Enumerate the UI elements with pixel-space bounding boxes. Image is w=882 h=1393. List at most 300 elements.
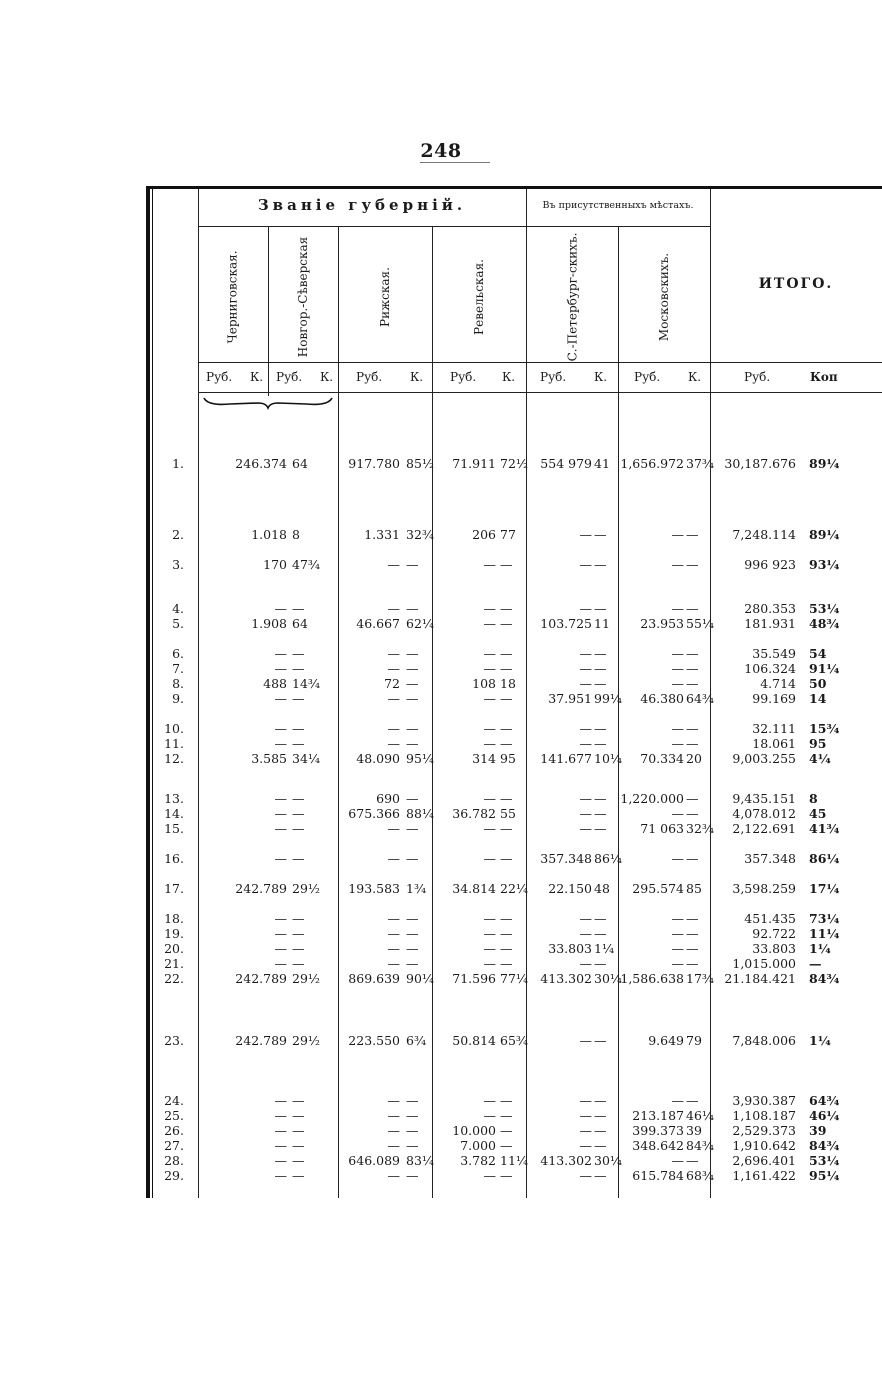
cell-rub-d: 37.951 xyxy=(548,691,592,706)
col-title-novgorod-seversk: Новгор.-Сѣверская xyxy=(296,236,311,358)
unit-kop-d: К. xyxy=(594,370,608,384)
row-number: 6. xyxy=(172,646,184,661)
cell-rub-d: — xyxy=(579,791,592,806)
table-row xyxy=(0,1169,882,1183)
cell-kop-t: 93¼ xyxy=(809,557,840,572)
cell-kop-d: — xyxy=(594,1168,607,1183)
cell-kop-b: — xyxy=(406,941,419,956)
table-row xyxy=(0,737,882,751)
unit-rub-c: Руб. xyxy=(450,370,477,384)
page-number-rule xyxy=(420,162,490,163)
cell-kop-a: 14¾ xyxy=(292,676,321,691)
unit-rub-d: Руб. xyxy=(540,370,567,384)
cell-kop-a: — xyxy=(292,1168,305,1183)
cell-kop-b: — xyxy=(406,661,419,676)
col-rule-3 xyxy=(432,226,433,1198)
cell-kop-e: — xyxy=(686,601,699,616)
unit-rub-b: Руб. xyxy=(356,370,383,384)
row-number: 21. xyxy=(164,956,184,971)
row-number: 7. xyxy=(172,661,184,676)
cell-kop-a: — xyxy=(292,821,305,836)
cell-rub-b: — xyxy=(387,557,400,572)
cell-rub-c: — xyxy=(483,721,496,736)
cell-rub-e: — xyxy=(671,941,684,956)
cell-kop-a: 64 xyxy=(292,456,308,471)
cell-kop-c: — xyxy=(500,736,513,751)
cell-kop-d: — xyxy=(594,1138,607,1153)
cell-kop-t: 64¾ xyxy=(809,1093,840,1108)
cell-rub-c: 108 xyxy=(472,676,496,691)
cell-rub-c: 10.000 xyxy=(452,1123,496,1138)
cell-rub-t: 2,122.691 xyxy=(732,821,796,836)
cell-kop-a: 64 xyxy=(292,616,308,631)
col-title-chernigov: Черниговская. xyxy=(226,250,240,344)
cell-rub-e: — xyxy=(671,601,684,616)
cell-rub-b: — xyxy=(387,1123,400,1138)
cell-kop-b: — xyxy=(406,1138,419,1153)
cell-rub-a: — xyxy=(274,1138,287,1153)
cell-rub-b: 917.780 xyxy=(348,456,400,471)
cell-rub-c: — xyxy=(483,601,496,616)
cell-kop-a: 47¾ xyxy=(292,557,321,572)
cell-rub-c: — xyxy=(483,557,496,572)
cell-rub-d: — xyxy=(579,646,592,661)
cell-kop-t: 48¾ xyxy=(809,616,840,631)
cell-rub-t: 92.722 xyxy=(752,926,796,941)
cell-rub-t: 9,003.255 xyxy=(732,751,796,766)
cell-kop-b: — xyxy=(406,926,419,941)
cell-rub-d: — xyxy=(579,956,592,971)
cell-kop-e: — xyxy=(686,676,699,691)
cell-kop-a: — xyxy=(292,721,305,736)
row-number: 1. xyxy=(172,456,184,471)
cell-kop-d: 30¼ xyxy=(594,1153,623,1168)
unit-kop-total: Коп xyxy=(810,370,838,384)
cell-rub-d: 413.302 xyxy=(540,971,592,986)
cell-kop-c: — xyxy=(500,851,513,866)
cell-rub-e: 71 063 xyxy=(640,821,684,836)
cell-kop-a: 34¼ xyxy=(292,751,321,766)
cell-rub-b: 223.550 xyxy=(348,1033,400,1048)
cell-rub-e: — xyxy=(671,646,684,661)
cell-kop-b: 95¼ xyxy=(406,751,435,766)
cell-rub-c: — xyxy=(483,821,496,836)
cell-kop-e: 85 xyxy=(686,881,702,896)
cell-rub-c: — xyxy=(483,851,496,866)
cell-kop-c: — xyxy=(500,1093,513,1108)
cell-kop-e: — xyxy=(686,941,699,956)
cell-kop-d: — xyxy=(594,736,607,751)
cell-kop-c: — xyxy=(500,691,513,706)
cell-rub-t: 996 923 xyxy=(744,557,796,572)
cell-kop-b: 6¾ xyxy=(406,1033,427,1048)
cell-kop-c: — xyxy=(500,821,513,836)
cell-rub-t: 3,930.387 xyxy=(732,1093,796,1108)
cell-kop-c: — xyxy=(500,926,513,941)
cell-rub-a: — xyxy=(274,1093,287,1108)
cell-kop-t: 17¼ xyxy=(809,881,840,896)
cell-rub-t: 35.549 xyxy=(752,646,796,661)
cell-rub-c: 34.814 xyxy=(452,881,496,896)
cell-kop-a: — xyxy=(292,1138,305,1153)
cell-rub-b: 193.583 xyxy=(348,881,400,896)
cell-kop-t: 15¾ xyxy=(809,721,840,736)
cell-kop-c: — xyxy=(500,616,513,631)
cell-kop-e: 37¾ xyxy=(686,456,715,471)
col-rule-5 xyxy=(618,226,619,1198)
table-row xyxy=(0,1124,882,1138)
table-row xyxy=(0,647,882,661)
cell-kop-a: — xyxy=(292,601,305,616)
cell-rub-c: — xyxy=(483,956,496,971)
cell-rub-a: 242.789 xyxy=(235,1033,287,1048)
cell-kop-b: — xyxy=(406,1108,419,1123)
unit-kop-b: К. xyxy=(410,370,424,384)
cell-rub-t: 1,108.187 xyxy=(732,1108,796,1123)
cell-rub-d: 413.302 xyxy=(540,1153,592,1168)
cell-rub-t: 9,435.151 xyxy=(732,791,796,806)
cell-kop-b: — xyxy=(406,1093,419,1108)
cell-rub-e: 46.380 xyxy=(640,691,684,706)
cell-rub-t: 280.353 xyxy=(744,601,796,616)
cell-rub-d: — xyxy=(579,721,592,736)
cell-rub-t: 30,187.676 xyxy=(724,456,796,471)
cell-kop-e: — xyxy=(686,661,699,676)
cell-rub-c: — xyxy=(483,616,496,631)
cell-kop-e: — xyxy=(686,926,699,941)
cell-rub-a: — xyxy=(274,806,287,821)
cell-rub-b: 869.639 xyxy=(348,971,400,986)
unit-rub-total: Руб. xyxy=(744,370,771,384)
cell-rub-t: 3,598.259 xyxy=(732,881,796,896)
row-number: 29. xyxy=(164,1168,184,1183)
cell-rub-a: — xyxy=(274,721,287,736)
cell-kop-e: — xyxy=(686,911,699,926)
cell-rub-e: 295.574 xyxy=(632,881,684,896)
cell-rub-a: 242.789 xyxy=(235,881,287,896)
cell-rub-b: — xyxy=(387,1138,400,1153)
cell-rub-a: — xyxy=(274,1153,287,1168)
cell-kop-c: — xyxy=(500,956,513,971)
cell-kop-c: 18 xyxy=(500,676,516,691)
cell-kop-d: — xyxy=(594,926,607,941)
cell-rub-a: 1.018 xyxy=(251,527,287,542)
cell-rub-a: — xyxy=(274,646,287,661)
cell-kop-b: 83¼ xyxy=(406,1153,435,1168)
row-number: 12. xyxy=(164,751,184,766)
cell-kop-a: — xyxy=(292,1123,305,1138)
cell-rub-b: 46.667 xyxy=(356,616,400,631)
header-rule-1 xyxy=(198,226,710,227)
cell-kop-b: — xyxy=(406,911,419,926)
col-rule-2 xyxy=(338,226,339,1198)
cell-kop-c: 72½ xyxy=(500,456,529,471)
cell-rub-t: 32.111 xyxy=(752,721,796,736)
cell-kop-c: — xyxy=(500,646,513,661)
cell-kop-b: 88¼ xyxy=(406,806,435,821)
cell-rub-b: — xyxy=(387,646,400,661)
cell-rub-t: 4.714 xyxy=(760,676,796,691)
cell-rub-a: — xyxy=(274,956,287,971)
cell-kop-b: — xyxy=(406,601,419,616)
cell-rub-a: 1.908 xyxy=(251,616,287,631)
cell-rub-b: 72 xyxy=(384,676,400,691)
cell-rub-d: — xyxy=(579,1123,592,1138)
row-number: 16. xyxy=(164,851,184,866)
cell-kop-t: 91¼ xyxy=(809,661,840,676)
cell-kop-c: 77¼ xyxy=(500,971,529,986)
header-rule-3 xyxy=(198,392,882,393)
cell-rub-e: — xyxy=(671,527,684,542)
cell-rub-c: 36.782 xyxy=(452,806,496,821)
cell-kop-d: — xyxy=(594,676,607,691)
cell-kop-t: 95 xyxy=(809,736,827,751)
cell-kop-d: — xyxy=(594,911,607,926)
cell-kop-a: — xyxy=(292,1093,305,1108)
row-number: 18. xyxy=(164,911,184,926)
table-row xyxy=(0,1154,882,1168)
cell-rub-t: 1,910.642 xyxy=(732,1138,796,1153)
cell-kop-d: — xyxy=(594,956,607,971)
cell-kop-e: — xyxy=(686,791,699,806)
cell-kop-d: — xyxy=(594,527,607,542)
cell-kop-t: 53¼ xyxy=(809,601,840,616)
cell-rub-e: — xyxy=(671,1093,684,1108)
unit-rub-a2: Руб. xyxy=(276,370,303,384)
cell-kop-d: — xyxy=(594,646,607,661)
row-number: 20. xyxy=(164,941,184,956)
row-number: 13. xyxy=(164,791,184,806)
unit-kop-a2: К. xyxy=(320,370,334,384)
cell-kop-e: 46¼ xyxy=(686,1108,715,1123)
cell-rub-t: 7,248.114 xyxy=(732,527,796,542)
cell-kop-b: 32¾ xyxy=(406,527,435,542)
cell-rub-d: — xyxy=(579,527,592,542)
cell-rub-c: — xyxy=(483,1168,496,1183)
cell-rub-a: 3.585 xyxy=(251,751,287,766)
col-title-moscow: Московскихъ. xyxy=(657,252,671,342)
cell-rub-d: — xyxy=(579,1033,592,1048)
cell-rub-t: 21.184.421 xyxy=(724,971,796,986)
cell-kop-c: — xyxy=(500,1168,513,1183)
cell-kop-a: — xyxy=(292,691,305,706)
cell-rub-a: — xyxy=(274,1123,287,1138)
cell-kop-e: — xyxy=(686,721,699,736)
cell-rub-b: — xyxy=(387,851,400,866)
cell-kop-t: 4¼ xyxy=(809,751,831,766)
cell-kop-c: 65¾ xyxy=(500,1033,529,1048)
cell-rub-e: 348.642 xyxy=(632,1138,684,1153)
cell-kop-t: 73¼ xyxy=(809,911,840,926)
cell-kop-e: 32¾ xyxy=(686,821,715,836)
unit-rub-a: Руб. xyxy=(206,370,233,384)
cell-rub-e: 70.334 xyxy=(640,751,684,766)
cell-kop-d: 11 xyxy=(594,616,610,631)
cell-kop-c: — xyxy=(500,791,513,806)
cell-rub-a: — xyxy=(274,1108,287,1123)
cell-rub-b: — xyxy=(387,1168,400,1183)
cell-kop-b: — xyxy=(406,676,419,691)
cell-kop-e: — xyxy=(686,1093,699,1108)
cell-kop-c: 11¼ xyxy=(500,1153,529,1168)
cell-rub-e: — xyxy=(671,851,684,866)
cell-rub-e: — xyxy=(671,1153,684,1168)
cell-kop-t: 1¼ xyxy=(809,941,831,956)
table-row xyxy=(0,942,882,956)
cell-rub-a: — xyxy=(274,601,287,616)
cell-kop-t: 39 xyxy=(809,1123,827,1138)
page-number: 248 xyxy=(420,140,462,162)
cell-kop-c: — xyxy=(500,911,513,926)
cell-rub-c: — xyxy=(483,911,496,926)
col-title-riga: Рижская. xyxy=(378,267,392,327)
cell-rub-e: — xyxy=(671,911,684,926)
cell-kop-t: 11¼ xyxy=(809,926,840,941)
cell-kop-e: — xyxy=(686,646,699,661)
cell-kop-e: — xyxy=(686,956,699,971)
table-top-border xyxy=(146,186,882,189)
cell-kop-b: — xyxy=(406,736,419,751)
total-title: ИТОГО. xyxy=(758,276,834,292)
table-row xyxy=(0,617,882,631)
cell-rub-b: 48.090 xyxy=(356,751,400,766)
cell-rub-d: — xyxy=(579,821,592,836)
cell-kop-a: — xyxy=(292,911,305,926)
cell-rub-e: — xyxy=(671,956,684,971)
cell-kop-e: 64¾ xyxy=(686,691,715,706)
cell-kop-d: 30¼ xyxy=(594,971,623,986)
cell-kop-t: 54 xyxy=(809,646,827,661)
cell-kop-t: 53¼ xyxy=(809,1153,840,1168)
unit-kop-c: К. xyxy=(502,370,516,384)
cell-rub-c: — xyxy=(483,791,496,806)
cell-rub-e: 1,656.972 xyxy=(620,456,684,471)
cell-rub-d: — xyxy=(579,601,592,616)
cell-kop-d: 99¼ xyxy=(594,691,623,706)
cell-rub-d: — xyxy=(579,1168,592,1183)
row-number: 14. xyxy=(164,806,184,821)
cell-rub-e: — xyxy=(671,736,684,751)
cell-kop-e: — xyxy=(686,736,699,751)
cell-kop-c: 95 xyxy=(500,751,516,766)
cell-rub-b: — xyxy=(387,911,400,926)
cell-kop-c: — xyxy=(500,1123,513,1138)
row-number: 19. xyxy=(164,926,184,941)
cell-kop-t: 14 xyxy=(809,691,827,706)
cell-rub-b: — xyxy=(387,601,400,616)
table-row xyxy=(0,807,882,821)
cell-rub-b: — xyxy=(387,661,400,676)
cell-kop-a: — xyxy=(292,646,305,661)
cell-kop-a: 29½ xyxy=(292,971,321,986)
cell-rub-t: 106.324 xyxy=(744,661,796,676)
table-row xyxy=(0,692,882,706)
cell-rub-d: 554 979 xyxy=(540,456,592,471)
table-row xyxy=(0,752,882,766)
cell-rub-c: — xyxy=(483,661,496,676)
cell-kop-a: — xyxy=(292,661,305,676)
row-number: 26. xyxy=(164,1123,184,1138)
table-row xyxy=(0,1094,882,1108)
cell-kop-t: 89¼ xyxy=(809,527,840,542)
cell-rub-d: — xyxy=(579,926,592,941)
cell-rub-b: — xyxy=(387,736,400,751)
cell-kop-e: 17¾ xyxy=(686,971,715,986)
row-number: 17. xyxy=(164,881,184,896)
cell-kop-e: — xyxy=(686,1153,699,1168)
cell-kop-d: — xyxy=(594,661,607,676)
cell-rub-t: 33.803 xyxy=(752,941,796,956)
cell-kop-b: — xyxy=(406,646,419,661)
cell-kop-d: 41 xyxy=(594,456,610,471)
cell-rub-c: — xyxy=(483,691,496,706)
table-row xyxy=(0,722,882,736)
cell-kop-c: 22¼ xyxy=(500,881,529,896)
cell-kop-c: 77 xyxy=(500,527,516,542)
cell-kop-e: — xyxy=(686,527,699,542)
cell-rub-c: — xyxy=(483,926,496,941)
cell-rub-a: — xyxy=(274,911,287,926)
table-row xyxy=(0,1034,882,1048)
cell-rub-c: 314 xyxy=(472,751,496,766)
cell-kop-b: — xyxy=(406,851,419,866)
table-row xyxy=(0,972,882,986)
cell-rub-e: 1,586.638 xyxy=(620,971,684,986)
cell-rub-d: 141.677 xyxy=(540,751,592,766)
cell-kop-c: — xyxy=(500,1138,513,1153)
cell-kop-d: — xyxy=(594,791,607,806)
cell-rub-a: — xyxy=(274,736,287,751)
cell-kop-d: — xyxy=(594,721,607,736)
cell-kop-c: — xyxy=(500,557,513,572)
cell-rub-t: 2,696.401 xyxy=(732,1153,796,1168)
cell-kop-b: 85½ xyxy=(406,456,435,471)
cell-rub-b: 675.366 xyxy=(348,806,400,821)
cell-rub-a: 488 xyxy=(263,676,287,691)
cell-rub-t: 1,161.422 xyxy=(732,1168,796,1183)
cell-kop-d: — xyxy=(594,1033,607,1048)
cell-rub-c: — xyxy=(483,1093,496,1108)
cell-kop-a: — xyxy=(292,926,305,941)
cell-rub-c: 206 xyxy=(472,527,496,542)
cell-kop-a: — xyxy=(292,791,305,806)
cell-rub-d: — xyxy=(579,676,592,691)
cell-kop-d: 48 xyxy=(594,881,610,896)
cell-rub-e: — xyxy=(671,557,684,572)
cell-rub-b: — xyxy=(387,956,400,971)
col-title-st-petersburg: С.-Петербург-скихъ. xyxy=(565,232,580,362)
cell-kop-b: — xyxy=(406,1168,419,1183)
cell-rub-d: 22.150 xyxy=(548,881,592,896)
cell-kop-b: — xyxy=(406,791,419,806)
cell-kop-d: 86¼ xyxy=(594,851,623,866)
cell-kop-a: — xyxy=(292,806,305,821)
cell-rub-b: — xyxy=(387,721,400,736)
cell-kop-a: — xyxy=(292,736,305,751)
row-number: 11. xyxy=(164,736,184,751)
cell-kop-a: — xyxy=(292,1108,305,1123)
cell-kop-d: 10¼ xyxy=(594,751,623,766)
cell-kop-b: — xyxy=(406,821,419,836)
cell-kop-a: — xyxy=(292,956,305,971)
cell-rub-t: 18.061 xyxy=(752,736,796,751)
cell-rub-t: 451.435 xyxy=(744,911,796,926)
cell-rub-b: — xyxy=(387,941,400,956)
cell-kop-c: — xyxy=(500,601,513,616)
cell-kop-d: — xyxy=(594,821,607,836)
cell-rub-d: — xyxy=(579,557,592,572)
cell-rub-a: 246.374 xyxy=(235,456,287,471)
